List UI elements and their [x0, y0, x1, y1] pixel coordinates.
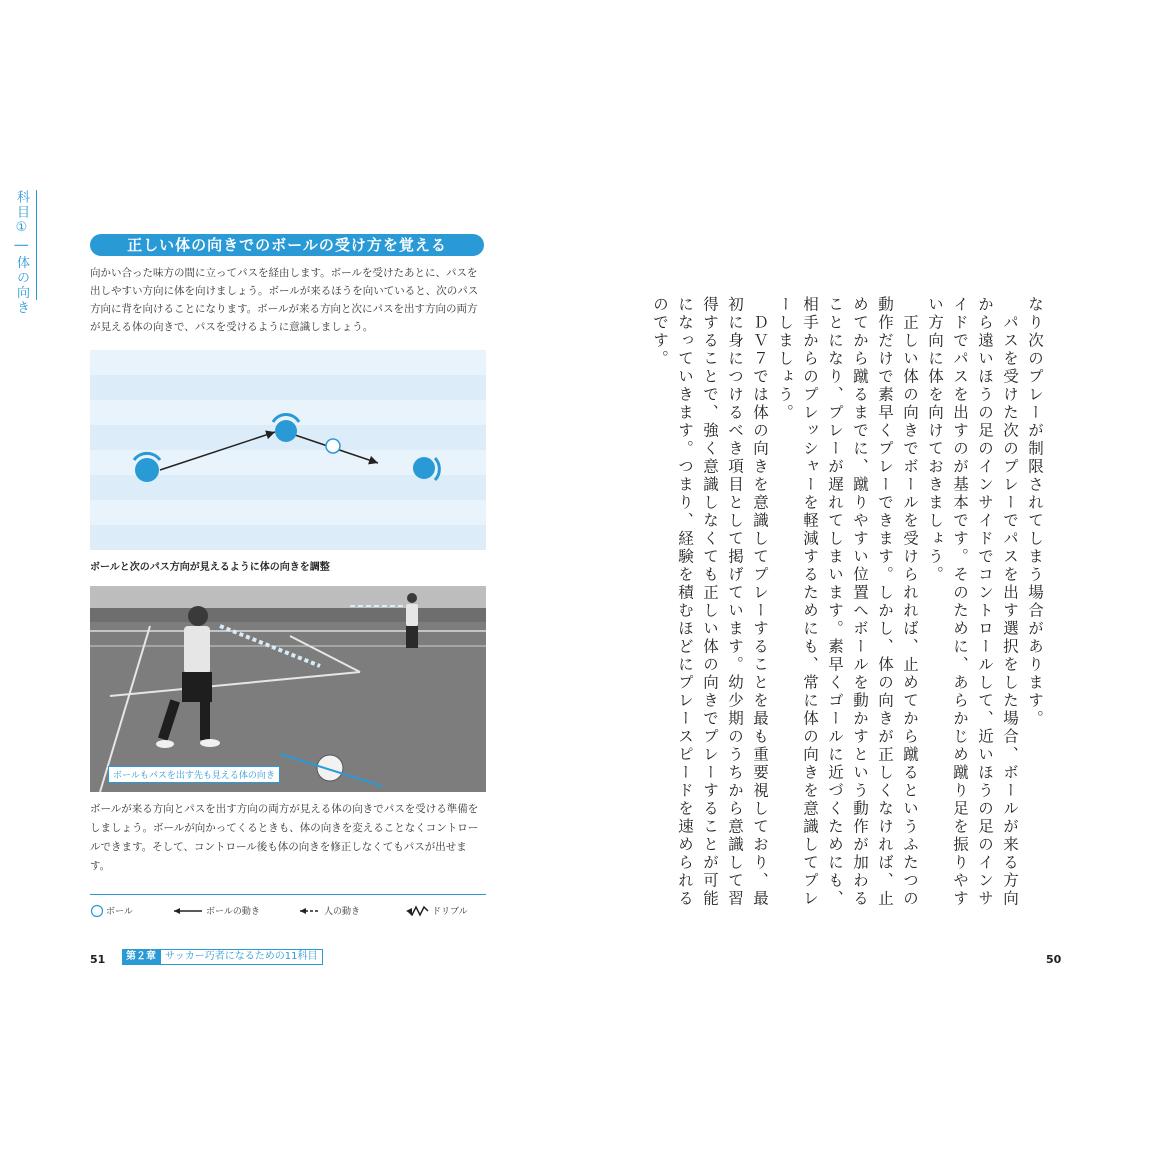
paragraph: 正しい体の向きでボールを受けられれば、止めてから蹴るというふたつの動作だけで素早くプレーできます。しかし、体の向きが正しくなければ、止めてから蹴るまでに、蹴りやすい位置へボールを動かすという動作が加わることになり、プレーが遅れてしまいます。素早くゴールに近づくためにも、相手からのプレッシャーを軽減するためにも、常に体の向きを意識してプレーしましょう。	[776, 296, 919, 908]
passing-diagram	[90, 350, 486, 550]
intro-text: 向かい合った味方の間に立ってパスを経由します。ボールを受けたあとに、パスを出しやすい方向に体を向けましょう。ボールが来るほうを向いていると、次のパス方向に背を向けることになります。ボールが来る方向と次にパスを出す方向の両方が見える体の向きで、パスを受けるように意識しましょう。	[90, 267, 479, 333]
photo-caption-label: ボールもパスを出す先も見える体の向き	[108, 766, 280, 783]
side-divider	[36, 190, 37, 300]
field-photo	[90, 586, 486, 792]
chapter-title: サッカー巧者になるための11科目	[160, 949, 323, 965]
soccer-ball	[317, 755, 343, 781]
ball-path-arrow-1	[160, 432, 275, 470]
vertical-body-text	[651, 296, 1047, 916]
legend-ball-move-label: ボールの動き	[206, 907, 260, 917]
page-number-right: 50	[1046, 953, 1062, 966]
ball-move-legend-icon	[174, 908, 202, 914]
page-number-left: 51	[90, 953, 106, 966]
dribble-legend-icon	[406, 907, 428, 915]
chapter-number: 第２章	[122, 949, 160, 965]
paragraph: パスを受けた次のプレーでパスを出す選択をした場合、ボールが来る方向から遠いほうの足のインサイドでコントロールして、近いほうの足のインサイドでパスを出すのが基本です。そのために、あらかじめ蹴り足を振りやすい方向に体を向けておきましょう。	[926, 296, 1019, 908]
legend-dribble-label: ドリブル	[432, 907, 468, 917]
paragraph: ＤＶ７では体の向きを意識してプレーすることを最も重要視しており、最初に身につけるべき項目として掲げています。幼少期のうちから意識して習得することで、強く意識しなくても正しい体の向きでプレーすることが可能になっていきます。つまり、経験を積むほどにプレースピードを速められるのです。	[651, 296, 769, 908]
player-left	[134, 453, 160, 482]
legend	[90, 902, 486, 920]
subject-side-label: 科目① | 体の向き	[14, 190, 29, 316]
legend-person-move-label: 人の動き	[324, 907, 361, 917]
ball-marker	[326, 439, 340, 453]
ball-legend-icon	[92, 906, 103, 917]
legend-divider	[90, 894, 486, 895]
explanation-text: ボールが来る方向とパスを出す方向の両方が見える体の向きでパスを受ける準備をしましょう。ボールが向かってくるときも、体の向きを変えることなくコントロールできます。そして、コントロール後も体の向きを修正しなくてもパスが出せます。	[90, 803, 479, 872]
section-heading: 正しい体の向きでのボールの受け方を覚える	[90, 234, 484, 256]
player-right	[413, 457, 439, 480]
paragraph: なり次のプレーが制限されてしまう場合があります。	[1026, 296, 1044, 728]
player-center	[273, 414, 299, 442]
legend-ball-label: ボール	[106, 907, 133, 917]
person-move-legend-icon	[300, 908, 320, 914]
diagram-caption: ボールと次のパス方向が見えるように体の向きを調整	[90, 562, 330, 573]
chapter-tag	[122, 949, 323, 965]
